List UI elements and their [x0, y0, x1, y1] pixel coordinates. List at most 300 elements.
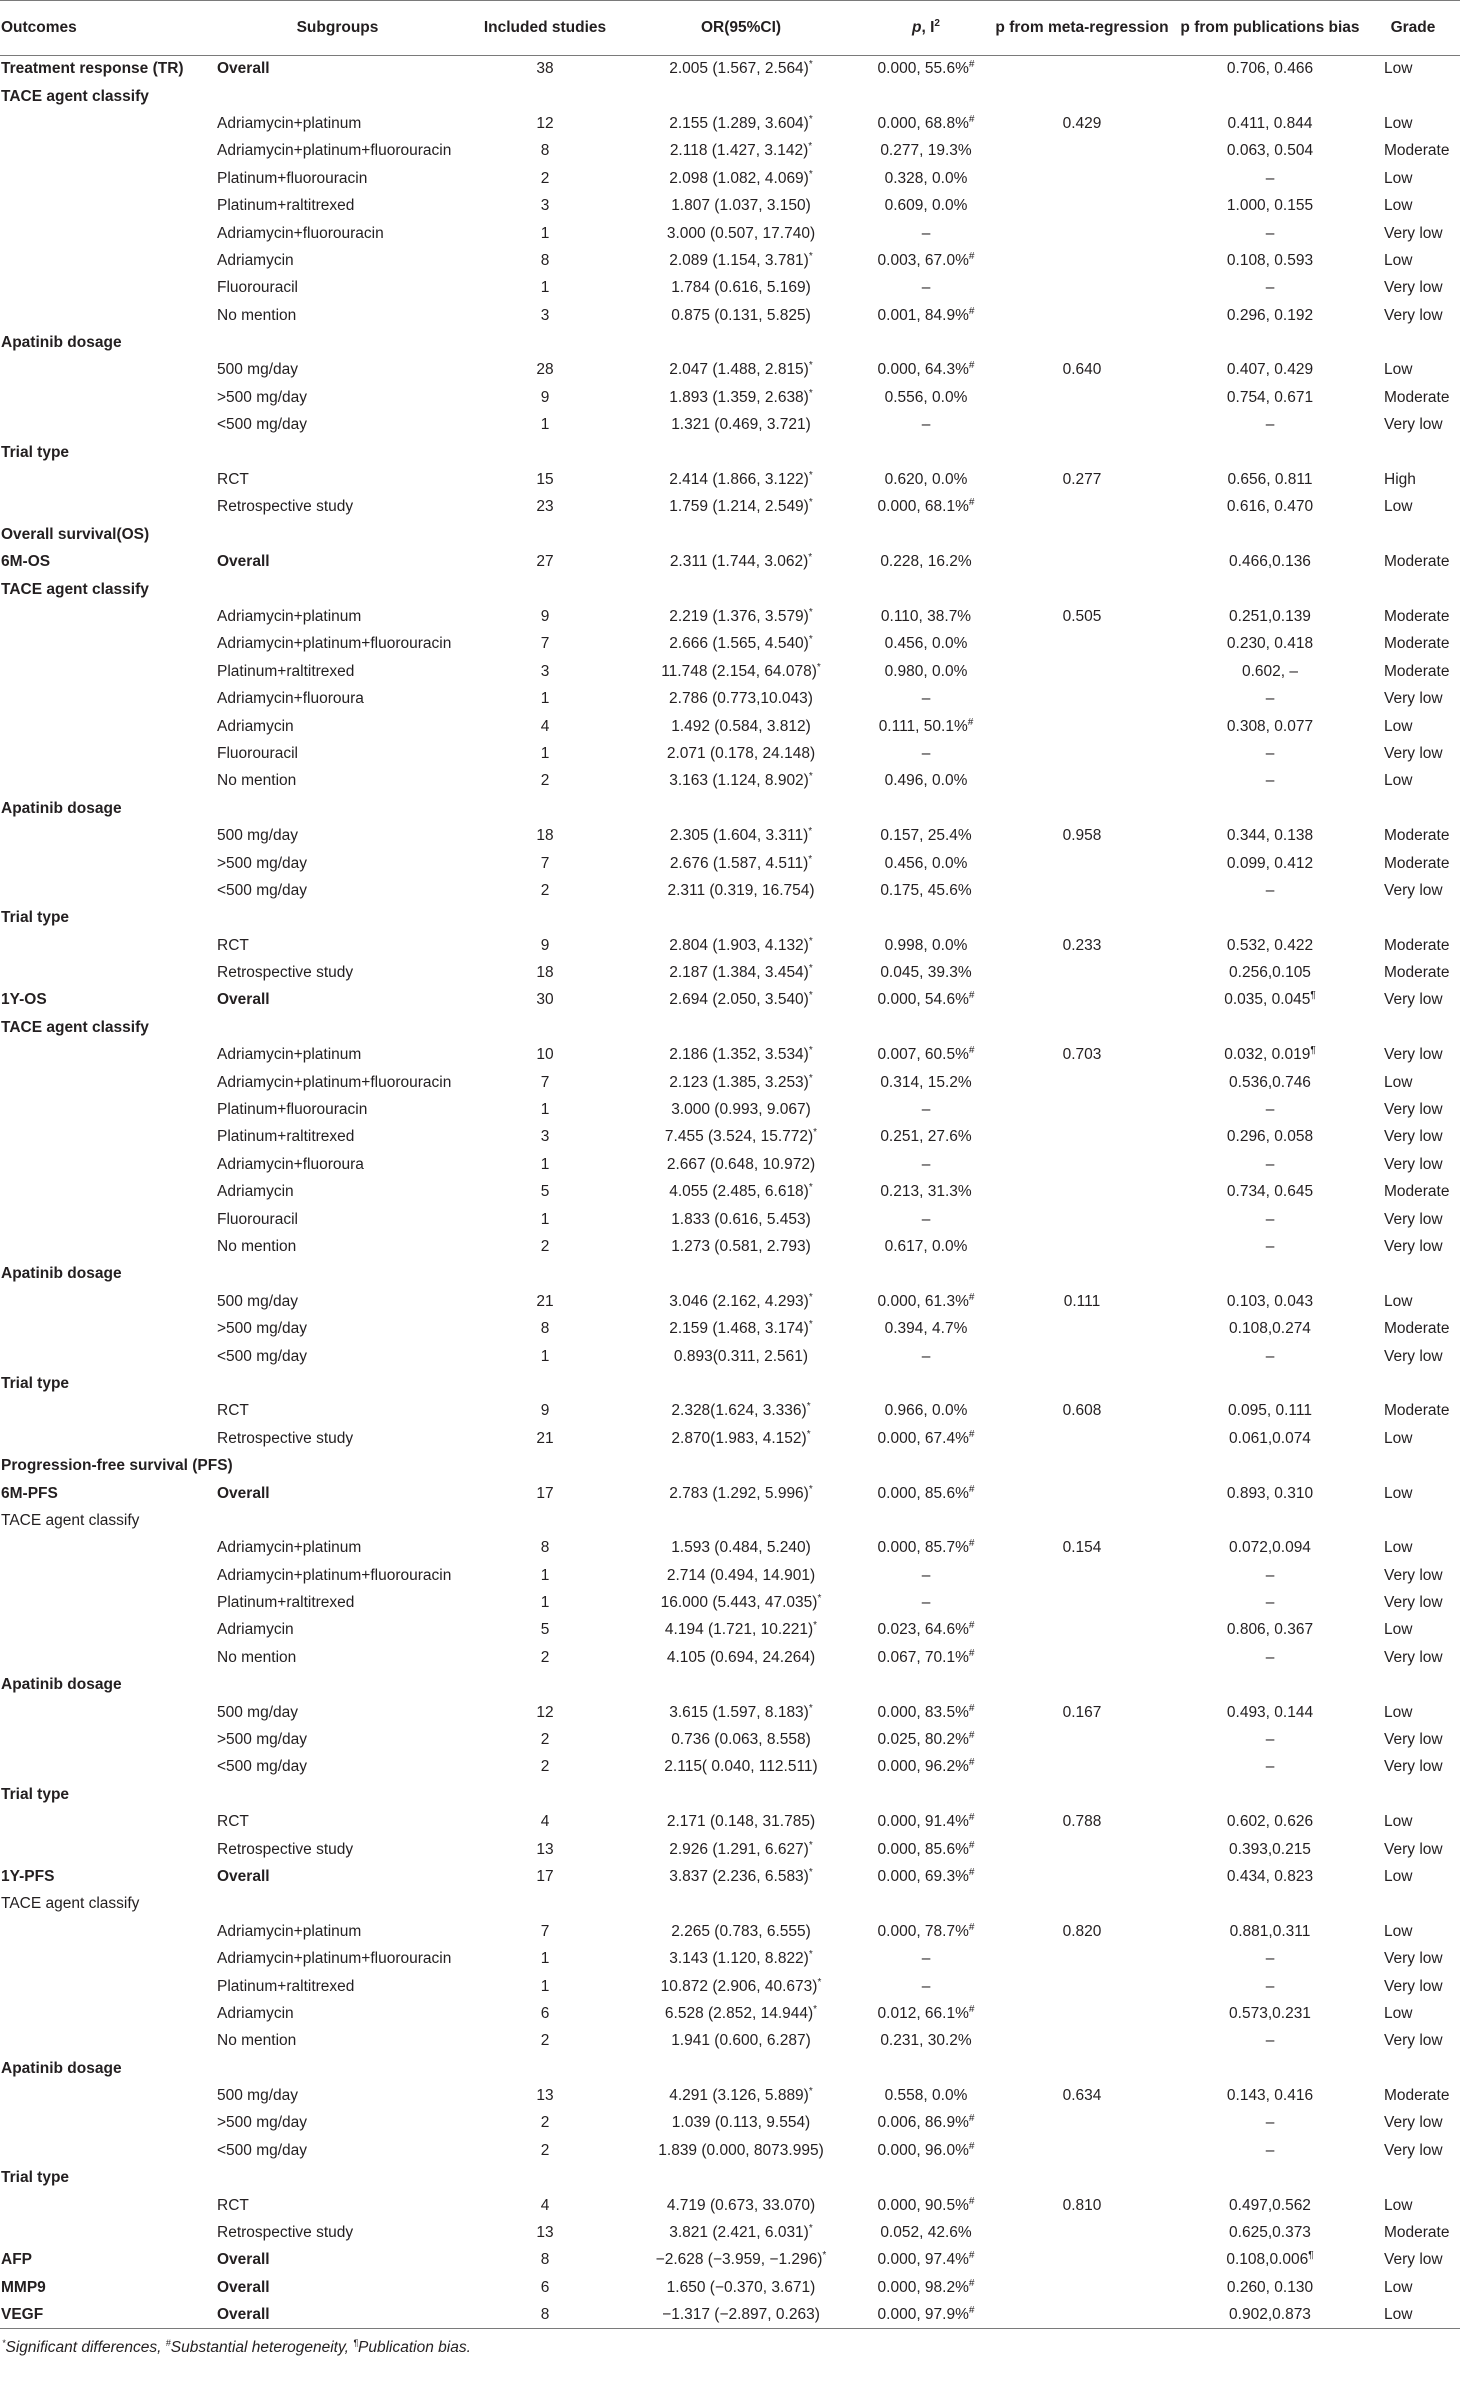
cell-subgroup: [205, 2219, 470, 2246]
cell-publication-bias-text: 0.573,0.231: [1229, 2004, 1311, 2022]
cell-included-studies: [470, 302, 620, 329]
cell-or-ci-text: 2.786 (0.773,10.043): [669, 690, 813, 708]
cell-meta-regression-text: 0.505: [1062, 608, 1102, 625]
cell-or-ci: [620, 685, 862, 712]
cell-grade: [1366, 740, 1460, 767]
cell-publication-bias-text: 0.902,0.873: [1229, 2305, 1311, 2323]
cell-included-studies: [470, 822, 620, 849]
table-row: [0, 138, 1460, 165]
cell-meta-regression: [990, 1726, 1174, 1753]
cell-grade-text: Very low: [1384, 690, 1443, 708]
cell-publication-bias-text: 0.099, 0.412: [1226, 854, 1314, 872]
cell-or-ci-footnote-mark: *: [806, 1401, 811, 1413]
cell-subgroup-text: Platinum+raltitrexed: [217, 1594, 355, 1612]
cell-subgroup-text: Retrospective study: [217, 2224, 354, 2242]
cell-grade: [1366, 1507, 1460, 1534]
cell-or-ci: [620, 165, 862, 192]
cell-meta-regression: [990, 1672, 1174, 1699]
cell-included-studies-text: 9: [540, 608, 550, 625]
cell-meta-regression: [990, 1206, 1174, 1233]
cell-included-studies: [470, 1069, 620, 1096]
cell-outcome: [0, 1644, 205, 1671]
table-row: [0, 412, 1460, 439]
cell-grade: [1366, 2219, 1460, 2246]
cell-grade-text: Low: [1384, 1073, 1413, 1091]
cell-meta-regression: [990, 1589, 1174, 1616]
cell-publication-bias-text: –: [1265, 169, 1275, 187]
cell-grade-text: Low: [1384, 1292, 1413, 1310]
cell-grade-text: Moderate: [1384, 827, 1450, 845]
cell-p-i2: [862, 850, 990, 877]
cell-subgroup: [205, 1945, 470, 1972]
cell-or-ci-text: 2.219 (1.376, 3.579): [669, 608, 809, 625]
cell-included-studies: [470, 1151, 620, 1178]
cell-publication-bias: [1174, 1288, 1366, 1315]
cell-grade: [1366, 56, 1460, 83]
cell-subgroup: [205, 1863, 470, 1890]
cell-or-ci-text: 2.804 (1.903, 4.132): [669, 936, 809, 954]
cell-p-i2: [862, 220, 990, 247]
cell-grade: [1366, 1096, 1460, 1123]
cell-publication-bias-text: 0.616, 0.470: [1226, 498, 1314, 516]
cell-included-studies-text: 18: [536, 827, 554, 845]
cell-subgroup: [205, 576, 470, 603]
cell-p-i2-text: 0.000, 68.8%: [877, 114, 969, 132]
cell-included-studies: [470, 850, 620, 877]
cell-grade: [1366, 1233, 1460, 1260]
cell-meta-regression: [990, 1069, 1174, 1096]
cell-p-i2: [862, 1042, 990, 1069]
table-row: [0, 1398, 1460, 1425]
cell-p-i2: [862, 1206, 990, 1233]
cell-subgroup: [205, 412, 470, 439]
cell-included-studies: [470, 1425, 620, 1452]
cell-outcome: [0, 959, 205, 986]
cell-subgroup-text: 500 mg/day: [217, 827, 298, 845]
cell-subgroup: [205, 1151, 470, 1178]
cell-outcome: [0, 1233, 205, 1260]
cell-subgroup-text: Adriamycin+platinum: [217, 1922, 362, 1940]
cell-p-i2-footnote-mark: #: [968, 1866, 975, 1878]
header-grade: Grade: [1366, 1, 1460, 56]
cell-or-ci-text: 3.000 (0.507, 17.740): [666, 224, 816, 242]
cell-grade-text: Very low: [1384, 1155, 1443, 1173]
cell-publication-bias-text: –: [1265, 1594, 1275, 1612]
cell-publication-bias-text: 0.536,0.746: [1229, 1073, 1311, 1091]
table-row: [0, 2274, 1460, 2301]
cell-publication-bias: [1174, 1507, 1366, 1534]
cell-grade-text: Very low: [1384, 881, 1443, 899]
cell-p-i2-footnote-mark: #: [968, 1839, 975, 1851]
cell-included-studies-text: 27: [536, 553, 554, 571]
cell-grade-text: Very low: [1384, 1210, 1443, 1228]
cell-included-studies: [470, 138, 620, 165]
cell-publication-bias: [1174, 521, 1366, 548]
cell-outcome: [0, 549, 205, 576]
cell-publication-bias-text: 0.061,0.074: [1229, 1429, 1311, 1447]
cell-meta-regression: [990, 357, 1174, 384]
cell-outcome: [0, 384, 205, 411]
cell-meta-regression-text: 0.820: [1062, 1922, 1102, 1940]
cell-included-studies: [470, 1754, 620, 1781]
table-row: [0, 877, 1460, 904]
cell-publication-bias-text: 0.602, –: [1241, 662, 1299, 680]
cell-or-ci: [620, 220, 862, 247]
cell-or-ci: [620, 2274, 862, 2301]
cell-grade: [1366, 1261, 1460, 1288]
cell-outcome-text: Trial type: [1, 1785, 70, 1803]
cell-p-i2-text: 0.000, 97.4%: [877, 2251, 969, 2269]
cell-or-ci: [620, 1288, 862, 1315]
cell-p-i2: [862, 1562, 990, 1589]
cell-publication-bias-text: 0.493, 0.144: [1226, 1703, 1314, 1721]
cell-publication-bias: [1174, 1261, 1366, 1288]
cell-publication-bias: [1174, 165, 1366, 192]
cell-subgroup: [205, 1836, 470, 1863]
cell-included-studies: [470, 932, 620, 959]
cell-publication-bias-text: 0.734, 0.645: [1226, 1183, 1314, 1201]
cell-publication-bias: [1174, 631, 1366, 658]
table-row: [0, 2219, 1460, 2246]
cell-grade: [1366, 439, 1460, 466]
cell-subgroup: [205, 1206, 470, 1233]
table-row: [0, 1480, 1460, 1507]
cell-included-studies: [470, 247, 620, 274]
cell-p-i2-text: 0.000, 97.9%: [877, 2305, 969, 2323]
cell-outcome: [0, 658, 205, 685]
cell-p-i2-text: 0.251, 27.6%: [880, 1128, 972, 1146]
cell-included-studies-text: 1: [540, 1155, 550, 1173]
cell-publication-bias: [1174, 1918, 1366, 1945]
cell-p-i2: [862, 2000, 990, 2027]
cell-p-i2-text: 0.052, 42.6%: [880, 2224, 972, 2242]
cell-grade: [1366, 603, 1460, 630]
cell-included-studies-text: 2: [540, 2141, 550, 2159]
header-or-ci: OR(95%CI): [620, 1, 862, 56]
cell-grade-text: Very low: [1384, 1648, 1443, 1666]
cell-publication-bias: [1174, 247, 1366, 274]
cell-or-ci-text: 2.115( 0.040, 112.511): [664, 1758, 818, 1776]
table-row: [0, 713, 1460, 740]
cell-outcome: [0, 2000, 205, 2027]
cell-subgroup: [205, 1288, 470, 1315]
cell-p-i2: [862, 987, 990, 1014]
cell-outcome: [0, 494, 205, 521]
cell-grade: [1366, 713, 1460, 740]
cell-outcome: [0, 138, 205, 165]
cell-publication-bias: [1174, 1973, 1366, 2000]
table-row: [0, 1809, 1460, 1836]
cell-or-ci: [620, 329, 862, 356]
cell-grade: [1366, 1863, 1460, 1890]
cell-or-ci-footnote-mark: *: [808, 360, 813, 372]
cell-or-ci-text: 2.676 (1.587, 4.511): [669, 854, 809, 872]
table-row: [0, 1863, 1460, 1890]
cell-subgroup-text: Adriamycin+platinum: [217, 114, 362, 132]
cell-subgroup: [205, 1315, 470, 1342]
table-row: [0, 1425, 1460, 1452]
table-row: [0, 1754, 1460, 1781]
cell-p-i2-text: –: [921, 416, 931, 434]
cell-or-ci: [620, 768, 862, 795]
cell-outcome: [0, 357, 205, 384]
cell-or-ci-text: 2.171 (0.148, 31.785): [666, 1813, 816, 1831]
cell-or-ci: [620, 1206, 862, 1233]
cell-or-ci: [620, 439, 862, 466]
cell-p-i2: [862, 1014, 990, 1041]
cell-p-i2-text: 0.000, 83.5%: [877, 1703, 969, 1721]
cell-p-i2-text: 0.000, 64.3%: [877, 361, 969, 379]
cell-publication-bias: [1174, 384, 1366, 411]
cell-or-ci: [620, 576, 862, 603]
cell-p-i2-footnote-mark: #: [968, 2277, 975, 2289]
cell-or-ci-text: 2.694 (2.050, 3.540): [669, 991, 809, 1009]
cell-publication-bias: [1174, 56, 1366, 83]
cell-meta-regression: [990, 713, 1174, 740]
cell-meta-regression: [990, 1151, 1174, 1178]
cell-included-studies-text: 1: [540, 1950, 550, 1968]
cell-p-i2: [862, 1617, 990, 1644]
cell-subgroup-text: Adriamycin+fluoroura: [217, 690, 364, 708]
cell-subgroup: [205, 1014, 470, 1041]
cell-subgroup-text: Fluorouracil: [217, 279, 298, 297]
table-row: [0, 1096, 1460, 1123]
cell-outcome-text: Trial type: [1, 2169, 70, 2187]
cell-grade-text: Low: [1384, 717, 1413, 735]
table-row: [0, 357, 1460, 384]
cell-subgroup: [205, 877, 470, 904]
cell-publication-bias: [1174, 2192, 1366, 2219]
cell-outcome: [0, 932, 205, 959]
cell-included-studies: [470, 1124, 620, 1151]
cell-meta-regression-text: 0.788: [1062, 1813, 1102, 1831]
cell-subgroup-text: RCT: [217, 1813, 249, 1831]
cell-publication-bias: [1174, 1124, 1366, 1151]
cell-meta-regression: [990, 1562, 1174, 1589]
cell-outcome-text: Trial type: [1, 443, 70, 461]
cell-outcome: [0, 1151, 205, 1178]
table-row: [0, 439, 1460, 466]
cell-publication-bias-text: 0.754, 0.671: [1226, 388, 1314, 406]
cell-or-ci: [620, 631, 862, 658]
cell-publication-bias-text: –: [1265, 744, 1275, 762]
cell-subgroup: [205, 384, 470, 411]
cell-publication-bias: [1174, 2219, 1366, 2246]
cell-or-ci-footnote-mark: *: [808, 59, 813, 71]
cell-outcome-text: Apatinib dosage: [1, 334, 122, 352]
cell-or-ci-text: 1.833 (0.616, 5.453): [671, 1210, 811, 1228]
cell-included-studies: [470, 110, 620, 137]
cell-included-studies: [470, 1617, 620, 1644]
cell-grade: [1366, 1151, 1460, 1178]
cell-publication-bias-text: –: [1265, 1950, 1275, 1968]
cell-p-i2: [862, 1124, 990, 1151]
table-row: [0, 658, 1460, 685]
cell-grade: [1366, 822, 1460, 849]
cell-outcome: [0, 576, 205, 603]
cell-outcome-text: VEGF: [1, 2305, 44, 2323]
header-outcomes: Outcomes: [0, 1, 205, 56]
cell-included-studies: [470, 275, 620, 302]
cell-grade: [1366, 795, 1460, 822]
cell-outcome: [0, 192, 205, 219]
cell-publication-bias: [1174, 1754, 1366, 1781]
cell-subgroup-text: RCT: [217, 471, 249, 489]
cell-included-studies-text: 3: [540, 197, 550, 215]
cell-p-i2-text: 0.394, 4.7%: [884, 1320, 968, 1338]
cell-subgroup: [205, 357, 470, 384]
cell-p-i2-text: 0.111, 50.1%: [878, 717, 968, 735]
cell-grade-text: Low: [1384, 361, 1413, 379]
cell-subgroup-text: Retrospective study: [217, 1429, 354, 1447]
cell-meta-regression: [990, 768, 1174, 795]
cell-or-ci: [620, 959, 862, 986]
cell-or-ci-text: 16.000 (5.443, 47.035): [660, 1594, 818, 1612]
cell-or-ci-text: 3.163 (1.124, 8.902): [669, 772, 809, 790]
cell-included-studies: [470, 1863, 620, 1890]
cell-p-i2-footnote-mark: #: [968, 990, 975, 1002]
cell-grade-text: Very low: [1384, 306, 1443, 324]
cell-meta-regression: [990, 740, 1174, 767]
cell-grade-text: Low: [1384, 114, 1413, 132]
cell-publication-bias: [1174, 685, 1366, 712]
cell-publication-bias-text: 1.000, 0.155: [1226, 197, 1314, 215]
cell-p-i2: [862, 247, 990, 274]
cell-subgroup: [205, 987, 470, 1014]
table-row: [0, 850, 1460, 877]
table-row: [0, 1699, 1460, 1726]
cell-or-ci-footnote-mark: *: [808, 552, 813, 564]
cell-meta-regression: [990, 2247, 1174, 2274]
cell-p-i2-text: 0.000, 91.4%: [877, 1813, 969, 1831]
cell-or-ci: [620, 2110, 862, 2137]
cell-grade-text: Very low: [1384, 1594, 1443, 1612]
cell-meta-regression: [990, 302, 1174, 329]
cell-publication-bias: [1174, 2000, 1366, 2027]
cell-subgroup: [205, 822, 470, 849]
cell-included-studies: [470, 1370, 620, 1397]
cell-publication-bias: [1174, 1096, 1366, 1123]
cell-outcome: [0, 521, 205, 548]
cell-or-ci: [620, 1151, 862, 1178]
cell-meta-regression: [990, 1042, 1174, 1069]
cell-p-i2-footnote-mark: #: [968, 497, 975, 509]
cell-p-i2-footnote-mark: #: [968, 250, 975, 262]
cell-outcome-text: Apatinib dosage: [1, 1265, 122, 1283]
cell-p-i2: [862, 1233, 990, 1260]
cell-outcome-text: Apatinib dosage: [1, 2059, 122, 2077]
cell-meta-regression: [990, 1452, 1174, 1479]
cell-or-ci-text: 11.748 (2.154, 64.078): [661, 662, 817, 680]
cell-subgroup-text: RCT: [217, 1402, 249, 1420]
cell-grade: [1366, 1754, 1460, 1781]
cell-p-i2-footnote-mark: #: [968, 2250, 975, 2262]
cell-meta-regression: [990, 1315, 1174, 1342]
cell-subgroup: [205, 2274, 470, 2301]
cell-included-studies: [470, 1891, 620, 1918]
table-row: [0, 1042, 1460, 1069]
table-row: [0, 2137, 1460, 2164]
header-p-symbol: p: [912, 19, 922, 36]
cell-included-studies: [470, 466, 620, 493]
cell-included-studies: [470, 2274, 620, 2301]
cell-subgroup: [205, 1069, 470, 1096]
cell-or-ci-footnote-mark: *: [808, 1291, 813, 1303]
cell-or-ci: [620, 1699, 862, 1726]
cell-meta-regression-text: 0.429: [1062, 114, 1102, 132]
cell-outcome: [0, 220, 205, 247]
cell-subgroup: [205, 1398, 470, 1425]
cell-subgroup-text: Platinum+raltitrexed: [217, 1977, 355, 1995]
cell-publication-bias-text: 0.893, 0.310: [1226, 1484, 1314, 1502]
cell-included-studies: [470, 1507, 620, 1534]
cell-outcome: [0, 1562, 205, 1589]
cell-p-i2-text: –: [921, 1347, 931, 1365]
cell-or-ci-text: 1.893 (1.359, 2.638): [669, 388, 809, 406]
cell-or-ci-footnote-mark: *: [822, 2250, 827, 2262]
cell-publication-bias-text: –: [1265, 772, 1275, 790]
cell-or-ci-text: 2.926 (1.291, 6.627): [669, 1840, 809, 1858]
cell-p-i2-footnote-mark: #: [968, 1620, 975, 1632]
table-row: [0, 1973, 1460, 2000]
cell-grade: [1366, 1809, 1460, 1836]
cell-grade-text: Very low: [1384, 2032, 1443, 2050]
cell-grade-text: Very low: [1384, 1101, 1443, 1119]
cell-subgroup-text: >500 mg/day: [217, 854, 308, 872]
table-row: [0, 56, 1460, 83]
cell-publication-bias-text: –: [1265, 2114, 1275, 2132]
cell-grade-text: Low: [1384, 2004, 1413, 2022]
cell-outcome: [0, 1261, 205, 1288]
cell-outcome-text: TACE agent classify: [1, 1018, 149, 1036]
cell-meta-regression: [990, 1535, 1174, 1562]
cell-outcome: [0, 1726, 205, 1753]
cell-subgroup: [205, 2137, 470, 2164]
cell-outcome: [0, 275, 205, 302]
cell-or-ci: [620, 1096, 862, 1123]
cell-grade: [1366, 466, 1460, 493]
cell-outcome-text: TACE agent classify: [1, 1895, 140, 1913]
cell-meta-regression: [990, 2110, 1174, 2137]
cell-grade: [1366, 165, 1460, 192]
cell-or-ci-footnote-mark: *: [808, 1839, 813, 1851]
cell-subgroup: [205, 850, 470, 877]
cell-outcome-text: Progression-free survival (PFS): [1, 1457, 233, 1475]
cell-included-studies: [470, 2055, 620, 2082]
cell-outcome: [0, 1754, 205, 1781]
cell-included-studies-text: 1: [540, 224, 550, 242]
cell-included-studies: [470, 2137, 620, 2164]
cell-grade-text: Low: [1384, 2278, 1413, 2296]
table-row: [0, 1288, 1460, 1315]
cell-or-ci-text: 2.187 (1.384, 3.454): [669, 964, 809, 982]
cell-included-studies: [470, 192, 620, 219]
cell-grade: [1366, 1836, 1460, 1863]
cell-grade-text: Moderate: [1384, 142, 1450, 160]
cell-outcome-text: 6M-PFS: [1, 1484, 58, 1502]
cell-p-i2-footnote-mark: #: [968, 1428, 975, 1440]
cell-or-ci: [620, 1973, 862, 2000]
cell-or-ci-text: 2.118 (1.427, 3.142): [669, 142, 809, 160]
cell-outcome: [0, 1945, 205, 1972]
cell-grade: [1366, 1589, 1460, 1616]
cell-included-studies-text: 7: [540, 1922, 550, 1940]
cell-p-i2-text: 0.000, 68.1%: [877, 498, 969, 516]
cell-subgroup-text: Retrospective study: [217, 964, 354, 982]
cell-p-i2-text: 0.966, 0.0%: [884, 1402, 968, 1420]
footnote-text-publication-bias: Publication bias.: [358, 2339, 471, 2357]
cell-p-i2: [862, 2302, 990, 2329]
